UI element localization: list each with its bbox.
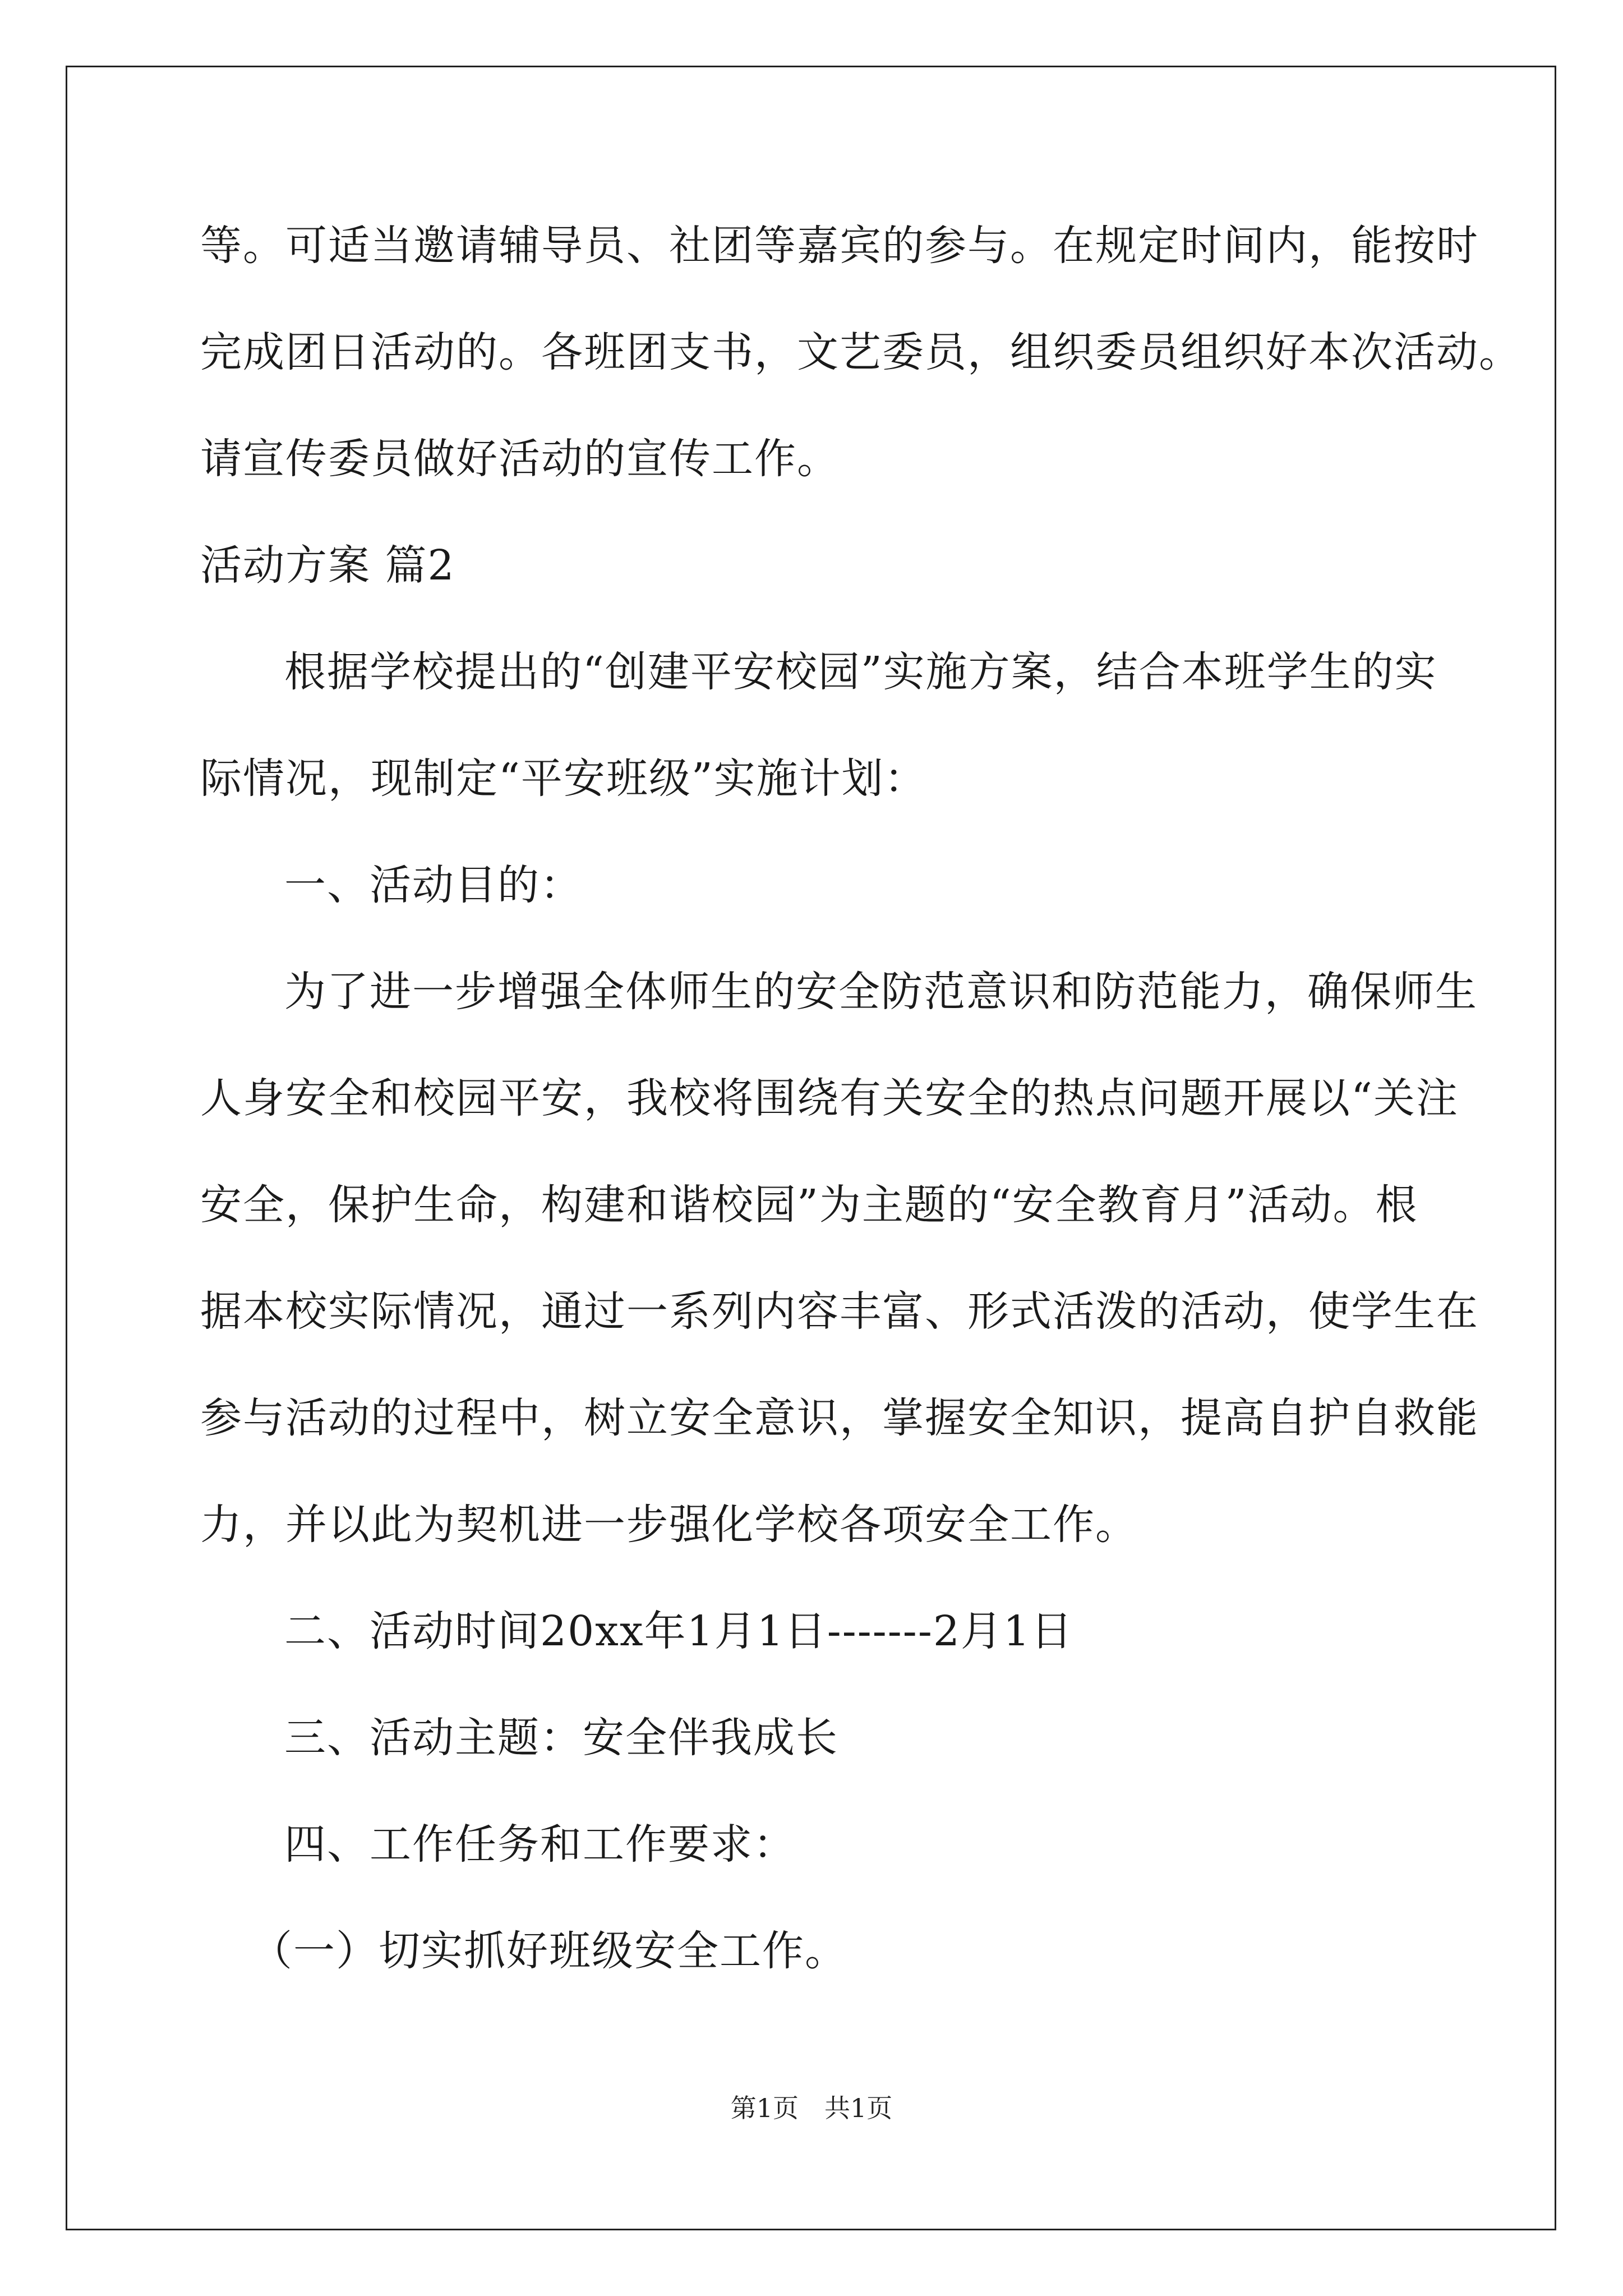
paragraph-line: 参与活动的过程中，树立安全意识，掌握安全知识，提高自护自救能 — [200, 1394, 1479, 1442]
paragraph-line: 人身安全和校园平安，我校将围绕有关安全的热点问题开展以“关注 — [200, 1074, 1459, 1122]
subheading-purpose: 一、活动目的： — [284, 861, 583, 909]
subheading-theme: 三、活动主题：安全伴我成长 — [284, 1714, 838, 1762]
paragraph-line: 安全，保护生命，构建和谐校园”为主题的“安全教育月”活动。根 — [200, 1181, 1418, 1229]
paragraph-line: 根据学校提出的“创建平安校园”实施方案，结合本班学生的实 — [284, 648, 1437, 696]
page-number: 第1页 共1页 — [730, 2093, 893, 2123]
subheading-time: 二、活动时间20xx年1月1日-------2月1日 — [284, 1607, 1073, 1655]
paragraph-line: 际情况，现制定“平安班级”实施计划： — [200, 754, 927, 803]
paragraph-line: 据本校实际情况，通过一系列内容丰富、形式活泼的活动，使学生在 — [200, 1287, 1479, 1336]
paragraph-line: 等。可适当邀请辅导员、社团等嘉宾的参与。在规定时间内，能按时 — [200, 222, 1479, 270]
document-body — [200, 219, 1521, 2031]
paragraph-line: 请宣传委员做好活动的宣传工作。 — [200, 435, 840, 483]
list-item: （一）切实抓好班级安全工作。 — [251, 1927, 847, 1975]
paragraph-line: 力，并以此为契机进一步强化学校各项安全工作。 — [200, 1501, 1138, 1549]
paragraph-line: 完成团日活动的。各班团支书，文艺委员，组织委员组织好本次活动。 — [200, 328, 1521, 376]
section-heading: 活动方案 篇2 — [200, 541, 455, 590]
subheading-tasks: 四、工作任务和工作要求： — [284, 1820, 796, 1869]
paragraph-line: 为了进一步增强全体师生的安全防范意识和防范能力，确保师生 — [284, 968, 1478, 1016]
